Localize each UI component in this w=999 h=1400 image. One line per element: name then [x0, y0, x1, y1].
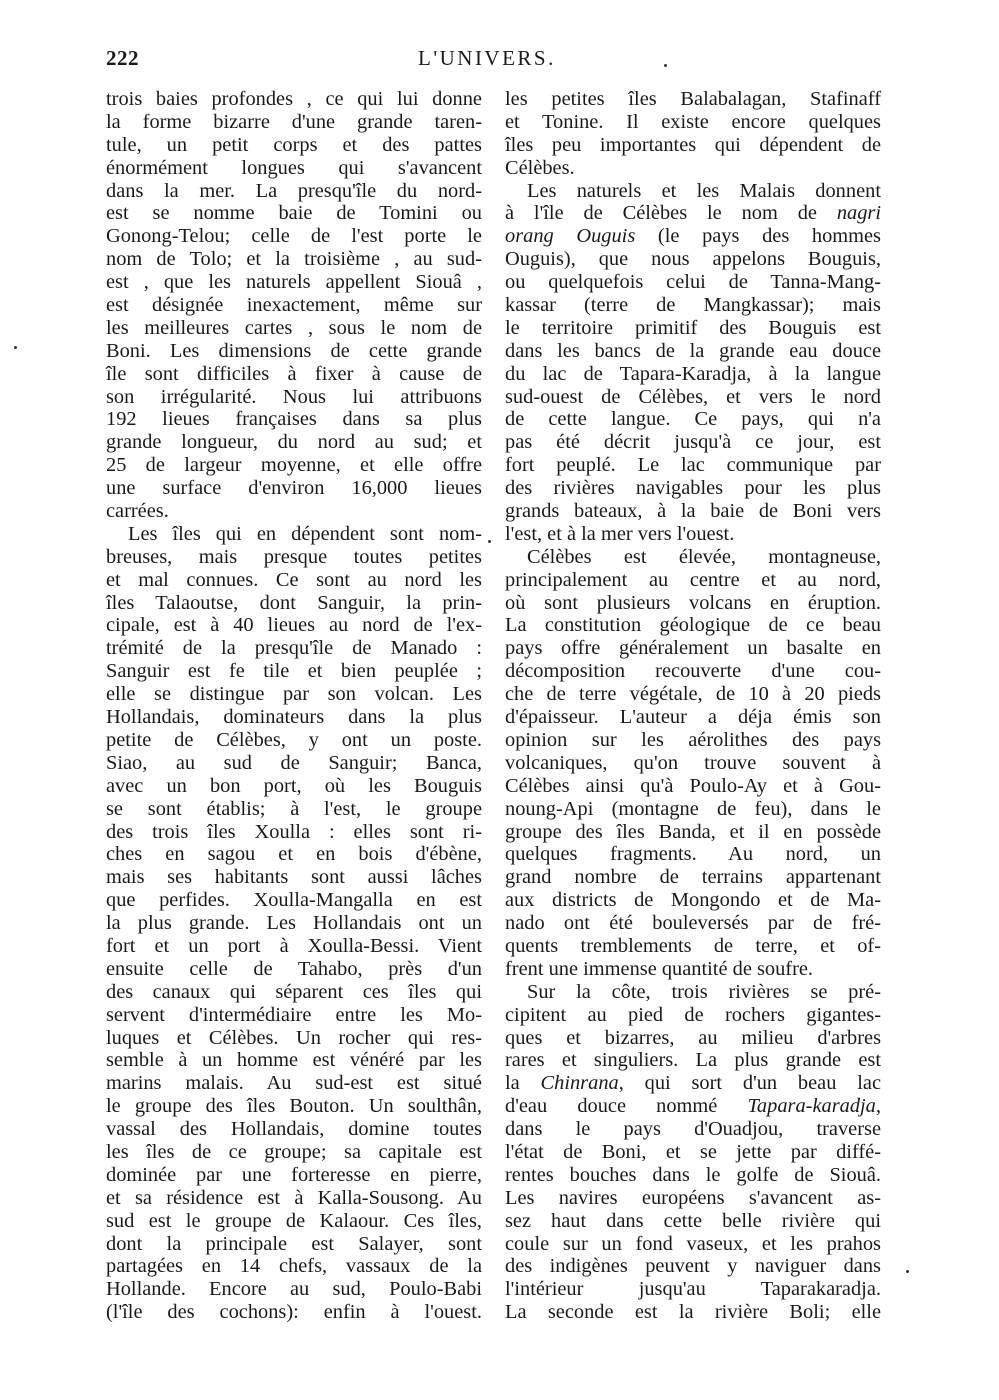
text-run: ,: [875, 1095, 881, 1118]
text-run: (le pays des hommes: [635, 225, 881, 248]
text-line: des indigènes peuvent y naviguer dans: [505, 1255, 881, 1278]
text-line: La seconde est la rivière Boli; elle: [505, 1301, 881, 1324]
text-line: Ouguis), que nous appelons Bouguis,: [505, 248, 881, 271]
text-line: de cette langue. Ce pays, qui n'a: [505, 408, 881, 431]
italic-term: nagri: [836, 202, 881, 225]
text-line: Les naturels et les Malais donnent: [527, 179, 881, 202]
text-line: noung-Api (montagne de feu), dans le: [505, 797, 881, 820]
text-line: rentes bouches dans le golfe de Siouâ.: [505, 1163, 881, 1186]
text-line: et mal connues. Ce sont au nord les: [106, 568, 482, 591]
text-line: les îles de ce groupe; sa capitale est: [106, 1140, 482, 1163]
text-line: Sur la côte, trois rivières se pré-: [527, 980, 881, 1003]
text-line: dans les bancs de la grande eau douce: [505, 339, 881, 362]
text-line: luques et Célèbes. Un rocher qui res-: [106, 1026, 482, 1049]
italic-term: Chinrana: [540, 1072, 619, 1095]
text-line: est se nomme baie de Tomini ou: [106, 202, 482, 225]
text-line: nado ont été bouleversés par de fré-: [505, 912, 881, 935]
text-line: ensuite celle de Tahabo, près d'un: [106, 957, 482, 980]
text-line: volcaniques, qu'on trouve souvent à: [505, 751, 881, 774]
text-line: les petites îles Balabalagan, Stafinaff: [505, 88, 881, 110]
text-line: Siao, au sud de Sanguir; Banca,: [106, 751, 482, 774]
text-line: grands bateaux, à la baie de Boni vers: [505, 500, 881, 523]
text-line: et Tonine. Il existe encore quelques: [505, 110, 881, 133]
text-line: grande longueur, du nord au sud; et: [106, 431, 482, 454]
text-line: pays offre généralement un basalte en: [505, 637, 881, 660]
text-line: coule sur un fond vaseux, et les prahos: [505, 1232, 881, 1255]
text-line: dominée par une forteresse en pierre,: [106, 1163, 482, 1186]
text-line: partagées en 14 chefs, vassaux de la: [106, 1255, 482, 1278]
text-line: sez haut dans cette belle rivière qui: [505, 1209, 881, 1232]
italic-term: Tapara-karadja: [747, 1095, 876, 1118]
text-line: La constitution géologique de ce beau: [505, 614, 881, 637]
text-line: ches en sagou et en bois d'ébène,: [106, 843, 482, 866]
text-line: Les navires européens s'avancent as-: [505, 1186, 881, 1209]
running-title: L'UNIVERS.: [418, 46, 556, 70]
text-line: ou quelquefois celui de Tanna-Mang-: [505, 271, 881, 294]
text-line: 192 lieues françaises dans sa plus: [106, 408, 482, 431]
text-line: carrées.: [106, 500, 169, 523]
text-line: l'intérieur jusqu'au Taparakaradja.: [505, 1278, 881, 1301]
text-line: groupe des îles Banda, et il en possède: [505, 820, 881, 843]
text-line: son irrégularité. Nous lui attribuons: [106, 385, 482, 408]
text-line: ques et bizarres, au milieu d'arbres: [505, 1026, 881, 1049]
text-line: (l'île des cochons): enfin à l'ouest.: [106, 1301, 482, 1324]
text-line: frent une immense quantité de soufre.: [505, 957, 814, 980]
text-line: énormément longues qui s'avancent: [106, 156, 482, 179]
text-line: [505, 225, 881, 248]
text-line: l'est, et à la mer vers l'ouest.: [505, 522, 735, 545]
text-line: la plus grande. Les Hollandais ont un: [106, 912, 482, 935]
scan-speck: [664, 64, 667, 67]
text-line: breuses, mais presque toutes petites: [106, 545, 482, 568]
text-line: aux districts de Mongondo et de Ma-: [505, 889, 881, 912]
text-line: îles peu importantes qui dépendent de: [505, 133, 881, 156]
scan-speck: [14, 346, 17, 349]
text-line: [505, 202, 881, 225]
scan-speck: [488, 540, 491, 543]
text-line: elle se distingue par son volcan. Les: [106, 683, 482, 706]
page-number: 222: [106, 46, 139, 70]
text-run: , qui sort d'un beau lac: [618, 1072, 881, 1095]
text-line: où sont plusieurs volcans en éruption.: [505, 591, 881, 614]
text-line: servent d'intermédiaire entre les Mo-: [106, 1003, 482, 1026]
text-line: des rivières navigables pour les plus: [505, 477, 881, 500]
text-line: Hollande. Encore au sud, Poulo-Babi: [106, 1278, 482, 1301]
text-line: décomposition recouverte d'une cou-: [505, 660, 881, 683]
text-line: Célèbes ainsi qu'à Poulo-Ay et à Gou-: [505, 774, 881, 797]
text-line: cipale, est à 40 lieues au nord de l'ex-: [106, 614, 482, 637]
text-line: Célèbes est élevée, montagneuse,: [527, 545, 881, 568]
text-line: sud-ouest de Célèbes, et vers le nord: [505, 385, 881, 408]
text-line: principalement au centre et au nord,: [505, 568, 881, 591]
right-column: [505, 88, 881, 1324]
text-line: une surface d'environ 16,000 lieues: [106, 477, 482, 500]
text-line: Gonong-Telou; celle de l'est porte le: [106, 225, 482, 248]
text-line: l'état de Boni, et se jette par diffé-: [505, 1140, 881, 1163]
text-line: dans le pays d'Ouadjou, traverse: [505, 1118, 881, 1141]
text-run: la: [505, 1072, 541, 1095]
scan-speck: [906, 1270, 909, 1273]
text-line: dans la mer. La presqu'île du nord-: [106, 179, 482, 202]
text-line: [505, 1095, 881, 1118]
text-line: du lac de Tapara-Karadja, à la langue: [505, 362, 881, 385]
text-line: se sont établis; à l'est, le groupe: [106, 797, 482, 820]
text-line: grand nombre de terrains appartenant: [505, 866, 881, 889]
text-run: d'eau douce nommé: [505, 1095, 748, 1118]
text-line: dont la principale est Salayer, sont: [106, 1232, 482, 1255]
text-line: quelques fragments. Au nord, un: [505, 843, 881, 866]
text-line: che de terre végétale, de 10 à 20 pieds: [505, 683, 881, 706]
text-line: Les îles qui en dépendent sont nom-: [128, 522, 482, 545]
text-line: mais ses habitants sont aussi lâches: [106, 866, 482, 889]
text-run: à l'île de Célèbes le nom de: [505, 202, 837, 225]
text-line: [505, 1072, 881, 1095]
text-line: Célèbes.: [505, 156, 575, 179]
text-line: île sont difficiles à fixer à cause de: [106, 362, 482, 385]
text-line: fort peuplé. Le lac communique par: [505, 454, 881, 477]
text-line: nom de Tolo; et la troisième , au sud-: [106, 248, 482, 271]
text-line: que perfides. Xoulla-Mangalla en est: [106, 889, 482, 912]
text-line: Hollandais, dominateurs dans la plus: [106, 706, 482, 729]
text-line: petite de Célèbes, y ont un poste.: [106, 728, 482, 751]
left-column: [106, 88, 482, 1324]
text-line: les meilleures cartes , sous le nom de: [106, 316, 482, 339]
italic-term: orang Ouguis: [505, 225, 636, 248]
text-line: trémité de la presqu'île de Manado :: [106, 637, 482, 660]
text-line: tule, un petit corps et des pattes: [106, 133, 482, 156]
text-line: d'épaisseur. L'auteur a déja émis son: [505, 706, 881, 729]
text-line: semble à un homme est vénéré par les: [106, 1049, 482, 1072]
text-line: est désignée inexactement, même sur: [106, 294, 482, 317]
text-line: le territoire primitif des Bouguis est: [505, 316, 881, 339]
text-line: Sanguir est fe tile et bien peuplée ;: [106, 660, 482, 683]
text-line: la forme bizarre d'une grande taren-: [106, 110, 482, 133]
text-line: fort et un port à Xoulla-Bessi. Vient: [106, 934, 482, 957]
text-line: avec un bon port, où les Bouguis: [106, 774, 482, 797]
text-line: rares et singuliers. La plus grande est: [505, 1049, 881, 1072]
text-line: îles Talaoutse, dont Sanguir, la prin-: [106, 591, 482, 614]
text-line: Boni. Les dimensions de cette grande: [106, 339, 482, 362]
text-line: sud est le groupe de Kalaour. Ces îles,: [106, 1209, 482, 1232]
text-line: quents tremblements de terre, et of-: [505, 934, 881, 957]
text-line: cipitent au pied de rochers gigantes-: [505, 1003, 881, 1026]
text-line: des canaux qui séparent ces îles qui: [106, 980, 482, 1003]
text-line: pas été décrit jusqu'à ce jour, est: [505, 431, 881, 454]
text-line: marins malais. Au sud-est est situé: [106, 1072, 482, 1095]
text-line: 25 de largeur moyenne, et elle offre: [106, 454, 482, 477]
text-line: trois baies profondes , ce qui lui donne: [106, 88, 482, 110]
text-line: vassal des Hollandais, domine toutes: [106, 1118, 482, 1141]
text-line: opinion sur les aérolithes des pays: [505, 728, 881, 751]
text-line: des trois îles Xoulla : elles sont ri-: [106, 820, 482, 843]
text-line: le groupe des îles Bouton. Un soulthân,: [106, 1095, 482, 1118]
text-line: est , que les naturels appellent Siouâ ,: [106, 271, 482, 294]
text-line: kassar (terre de Mangkassar); mais: [505, 294, 881, 317]
text-line: et sa résidence est à Kalla-Sousong. Au: [106, 1186, 482, 1209]
